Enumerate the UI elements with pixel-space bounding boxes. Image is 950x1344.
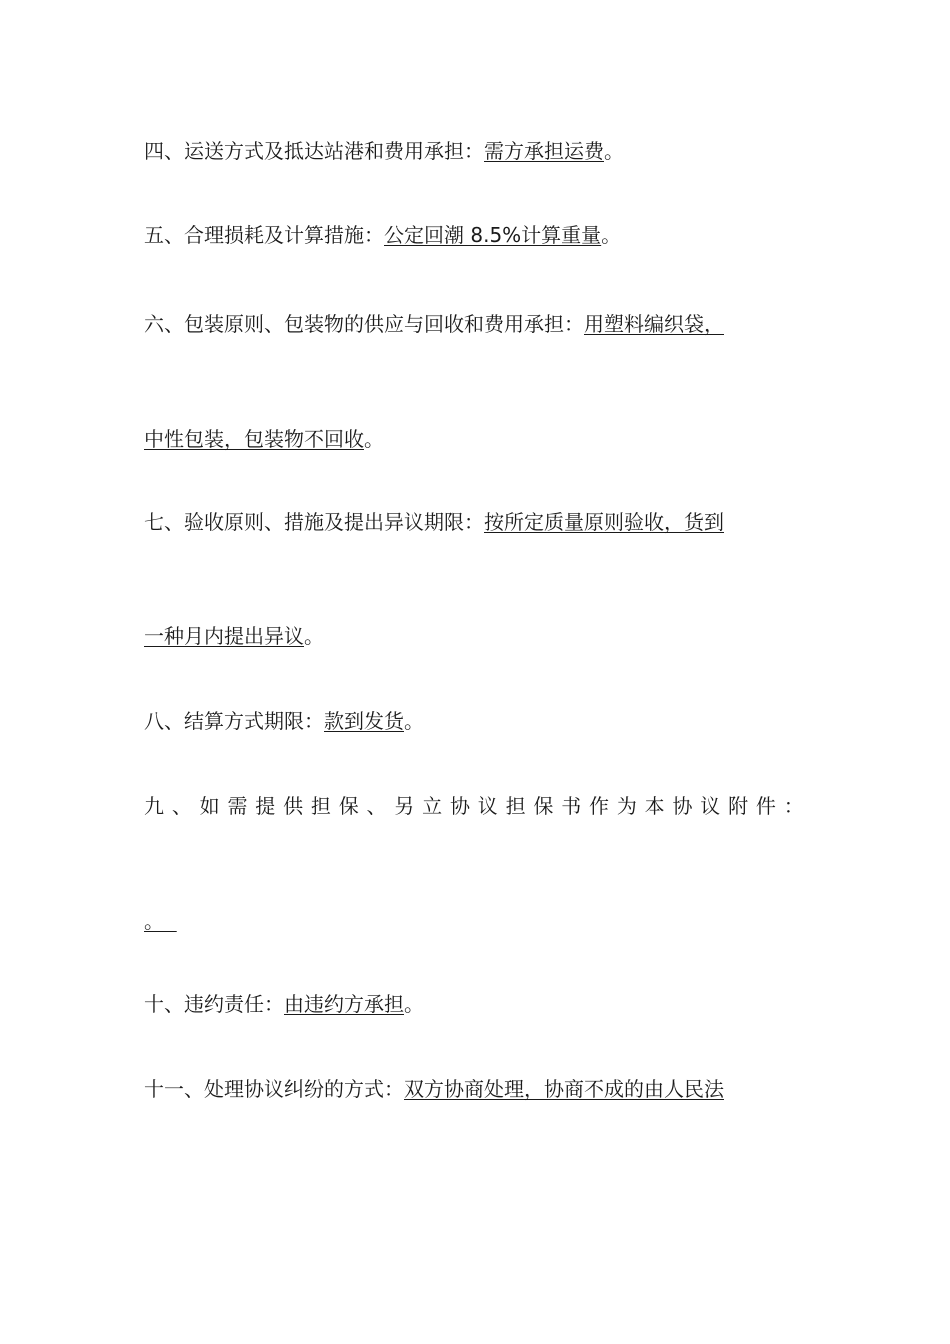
clause-9-char: 保 xyxy=(533,794,554,818)
clause-9-char: 为 xyxy=(616,794,637,818)
clause-8-line xyxy=(144,707,808,735)
clause-9-char: 供 xyxy=(283,794,304,818)
clause-9-char: 本 xyxy=(644,794,665,818)
clause-4-end: 。 xyxy=(604,139,624,163)
clause-7-value-part1: 按所定质量原则验收，货到 xyxy=(484,510,724,534)
clause-9-char: 九 xyxy=(144,794,164,818)
clause-6-label: 六、包装原则、包装物的供应与回收和费用承担： xyxy=(144,312,584,336)
clause-10-end: 。 xyxy=(404,992,424,1016)
clause-9-char: 件 xyxy=(755,794,776,818)
clause-10-label: 十、违约责任： xyxy=(144,992,284,1016)
clause-7-label: 七、验收原则、措施及提出异议期限： xyxy=(144,510,484,534)
clause-9-blank xyxy=(164,909,177,933)
clause-9-char: ： xyxy=(783,794,804,818)
clause-9-char: 作 xyxy=(589,794,609,818)
clause-6-line xyxy=(144,310,808,338)
clause-7-value-part2: 一种月内提出异议 xyxy=(144,624,304,648)
clause-6-value-part2: 中性包装，包装物不回收 xyxy=(144,427,364,451)
clause-11-line xyxy=(144,1075,808,1103)
clause-9-char: 协 xyxy=(672,794,693,818)
clause-9-char: 、 xyxy=(366,794,387,818)
clause-10-value: 由违约方承担 xyxy=(284,992,404,1016)
clause-9-char: 如 xyxy=(199,794,220,818)
clause-9-char: 另 xyxy=(394,794,415,818)
clause-7-continuation xyxy=(144,622,808,650)
clause-11-label: 十一、处理协议纠纷的方式： xyxy=(144,1077,404,1101)
clause-9-char: 立 xyxy=(422,794,443,818)
clause-4-value: 需方承担运费 xyxy=(484,139,604,163)
clause-8-end: 。 xyxy=(404,709,424,733)
clause-9-char: 需 xyxy=(227,794,248,818)
clause-7-end: 。 xyxy=(304,624,324,648)
clause-6-continuation xyxy=(144,425,808,453)
clause-6-end: 。 xyxy=(364,427,384,451)
clause-9-char: 提 xyxy=(255,794,276,818)
clause-4-label: 四、运送方式及抵达站港和费用承担： xyxy=(144,139,484,163)
clause-9-char: 协 xyxy=(449,794,470,818)
clause-9-char: 议 xyxy=(477,794,498,818)
clause-11-value: 双方协商处理，协商不成的由人民法 xyxy=(404,1077,724,1101)
clause-10-line xyxy=(144,990,808,1018)
clause-9-line xyxy=(144,792,804,820)
clause-8-label: 八、结算方式期限： xyxy=(144,709,324,733)
clause-9-char: 附 xyxy=(728,794,749,818)
clause-9-char: 担 xyxy=(505,794,526,818)
clause-4-line xyxy=(144,137,808,165)
clause-8-value: 款到发货 xyxy=(324,709,404,733)
clause-7-line xyxy=(144,508,808,536)
clause-5-end: 。 xyxy=(601,223,622,247)
clause-9-continuation xyxy=(144,907,808,935)
clause-9-char: 书 xyxy=(561,794,582,818)
clause-9-char: 议 xyxy=(700,794,721,818)
clause-9-char: 、 xyxy=(171,794,192,818)
clause-6-value-part1: 用塑料编织袋， xyxy=(584,312,724,336)
clause-9-end: 。 xyxy=(144,909,164,933)
clause-5-label: 五、合理损耗及计算措施： xyxy=(144,223,384,247)
clause-9-char: 担 xyxy=(310,794,331,818)
clause-9-char: 保 xyxy=(338,794,359,818)
clause-5-value: 公定回潮 8.5%计算重量 xyxy=(384,223,602,247)
clause-5-line xyxy=(144,221,808,249)
